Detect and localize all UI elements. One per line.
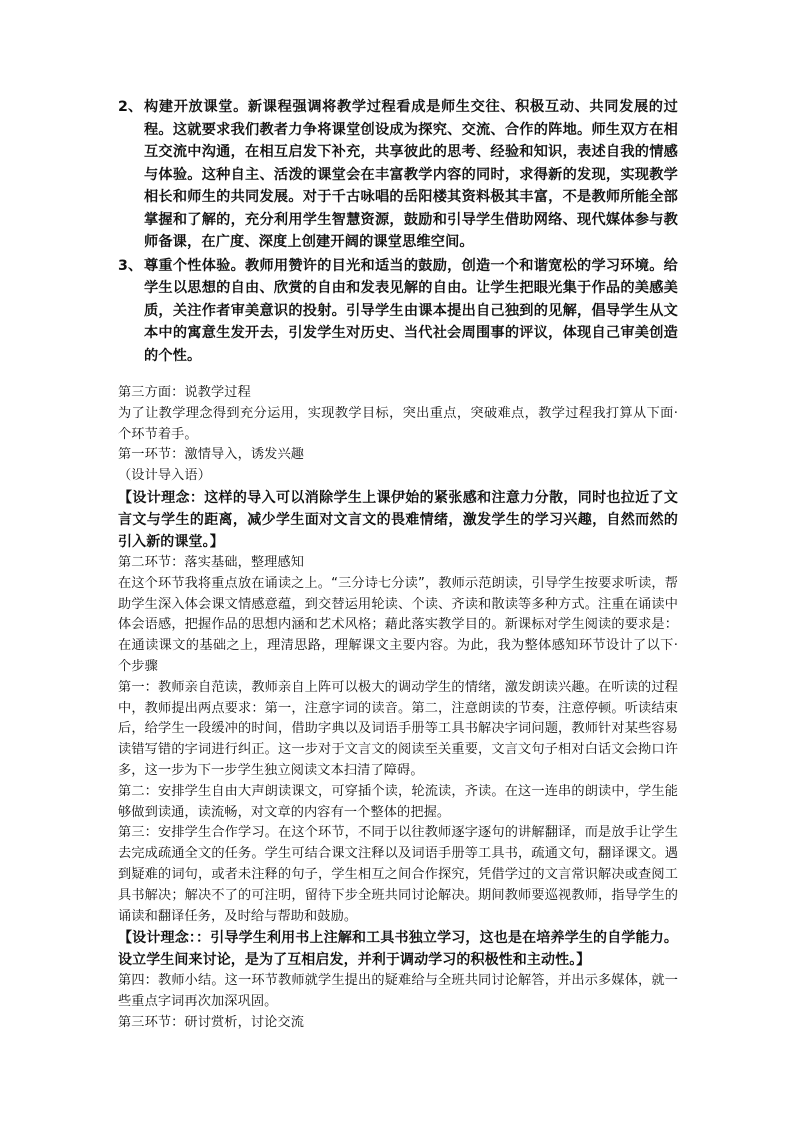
body-paragraph: 第二：安排学生自由大声朗读课文，可穿插个读，轮流读，齐读。在这一连串的朗读中，学生能够做到读通，读流畅，对文章的内容有一个整体的把握。 [118, 783, 678, 820]
step-note: （设计导入语） [118, 468, 212, 484]
list-item-text: 构建开放课堂。新课程强调将教学过程看成是师生交往、积极互动、共同发展的过程。这就要求我们教者力争将课堂创设成为探究、交流、合作的阵地。师生双方在相互交流中沟通，在相互启发下补充，共享彼此的思考、经验和知识，表述自我的情感与体验。这种自主、活泼的课堂会在丰富教学内容的同时，求得新的发现，实现教学相长和师生的共同发展。对于千古咏唱的岳阳楼其资料极其丰富，不是教师所能全部掌握和了解的，充分利用学生智慧资源，鼓励和引导学生借助网络、现代媒体参与教师备课，在广度、深度上创建开阔的课堂思维空间。 [144, 99, 678, 250]
step-heading-1: 第一环节：激情导入，诱发兴趣 [118, 447, 305, 463]
section-heading: 第三方面：说教学过程 [118, 385, 251, 400]
design-concept-1: 【设计理念：这样的导入可以消除学生上课伊始的紧张感和注意力分散，同时也拉近了文言文与学生的距离，减少学生面对文言文的畏难情绪，激发学生的学习兴趣，自然而然的引入新的课堂。】 [118, 489, 678, 550]
step-heading-3: 第三环节：研讨赏析，讨论交流 [118, 1014, 305, 1030]
body-paragraph: 在这个环节我将重点放在诵读之上。“三分诗七分读”，教师示范朗读，引导学生按要求听读，帮助学生深入体会课文情感意蕴，到交替运用轮读、个读、齐读和散读等多种方式。注重在诵读中体会语感，把握作品的思想内涵和艺术风格；藉此落实教学目的。新课标对学生阅读的要求是：在通读课文的基础之上，理清思路，理解课文主要内容。为此，我为整体感知环节设计了以下·个步骤 [118, 575, 678, 674]
list-marker: 3、 [118, 257, 143, 274]
intro-paragraph: 为了让教学理念得到充分运用，实现教学目标，突出重点，突破难点，教学过程我打算从下面·个环节着手。 [118, 405, 678, 442]
numbered-item-3 [118, 255, 678, 368]
step-heading-2: 第二环节：落实基础，整理感知 [118, 554, 305, 570]
document-body [118, 383, 678, 1034]
body-paragraph: 第三：安排学生合作学习。在这个环节，不同于以往教师逐字逐句的讲解翻译，而是放手让学生去完成疏通全文的任务。学生可结合课文注释以及词语手册等工具书，疏通文句，翻译课文。遇到疑难的词句，或者未注释的句子，学生相互之间合作探究，凭借学过的文言常识解决或查阅工具书解决；解决不了的可注明，留待下步全班共同讨论解决。期间教师要巡视教师，指导学生的诵读和翻译任务，及时给与帮助和鼓励。 [118, 825, 678, 924]
body-paragraph: 第一：教师亲自范读，教师亲自上阵可以极大的调动学生的情绪，激发朗读兴趣。在听读的过程中，教师提出两点要求：第一，注意字词的读音。第二，注意朗读的节奏，注意停顿。听读结束后，给学生一段缓冲的时间，借助字典以及词语手册等工具书解决字词问题，教师针对某些容易读错写错的字词进行纠正。这一步对于文言文的阅读至关重要，文言文句子相对白话文会拗口许多，这一步为下一步学生独立阅读文本扫清了障碍。 [118, 679, 678, 778]
document-page [118, 96, 678, 1034]
numbered-item-2 [118, 96, 678, 254]
numbered-list [118, 96, 678, 367]
design-concept-2: 【设计理念：：引导学生利用书上注解和工具书独立学习，这也是在培养学生的自学能力。设立学生间来讨论，是为了互相启发，并利于调动学习的积极性和主动性。】 [118, 930, 678, 969]
list-item-text: 尊重个性体验。教师用赞许的目光和适当的鼓励，创造一个和谐宽松的学习环境。给学生以思想的自由、欣赏的自由和发表见解的自由。让学生把眼光集于作品的美感美质，关注作者审美意识的投射。引导学生由课本提出自己独到的见解，倡导学生从文本中的寓意生发开去，引发学生对历史、当代社会周围事的评议，体现自己审美创造的个性。 [144, 257, 678, 364]
body-paragraph: 第四：教师小结。这一环节教师就学生提出的疑难给与全班共同讨论解答，并出示多媒体，就一些重点字词再次加深巩固。 [118, 973, 678, 1010]
list-marker: 2、 [118, 99, 143, 115]
